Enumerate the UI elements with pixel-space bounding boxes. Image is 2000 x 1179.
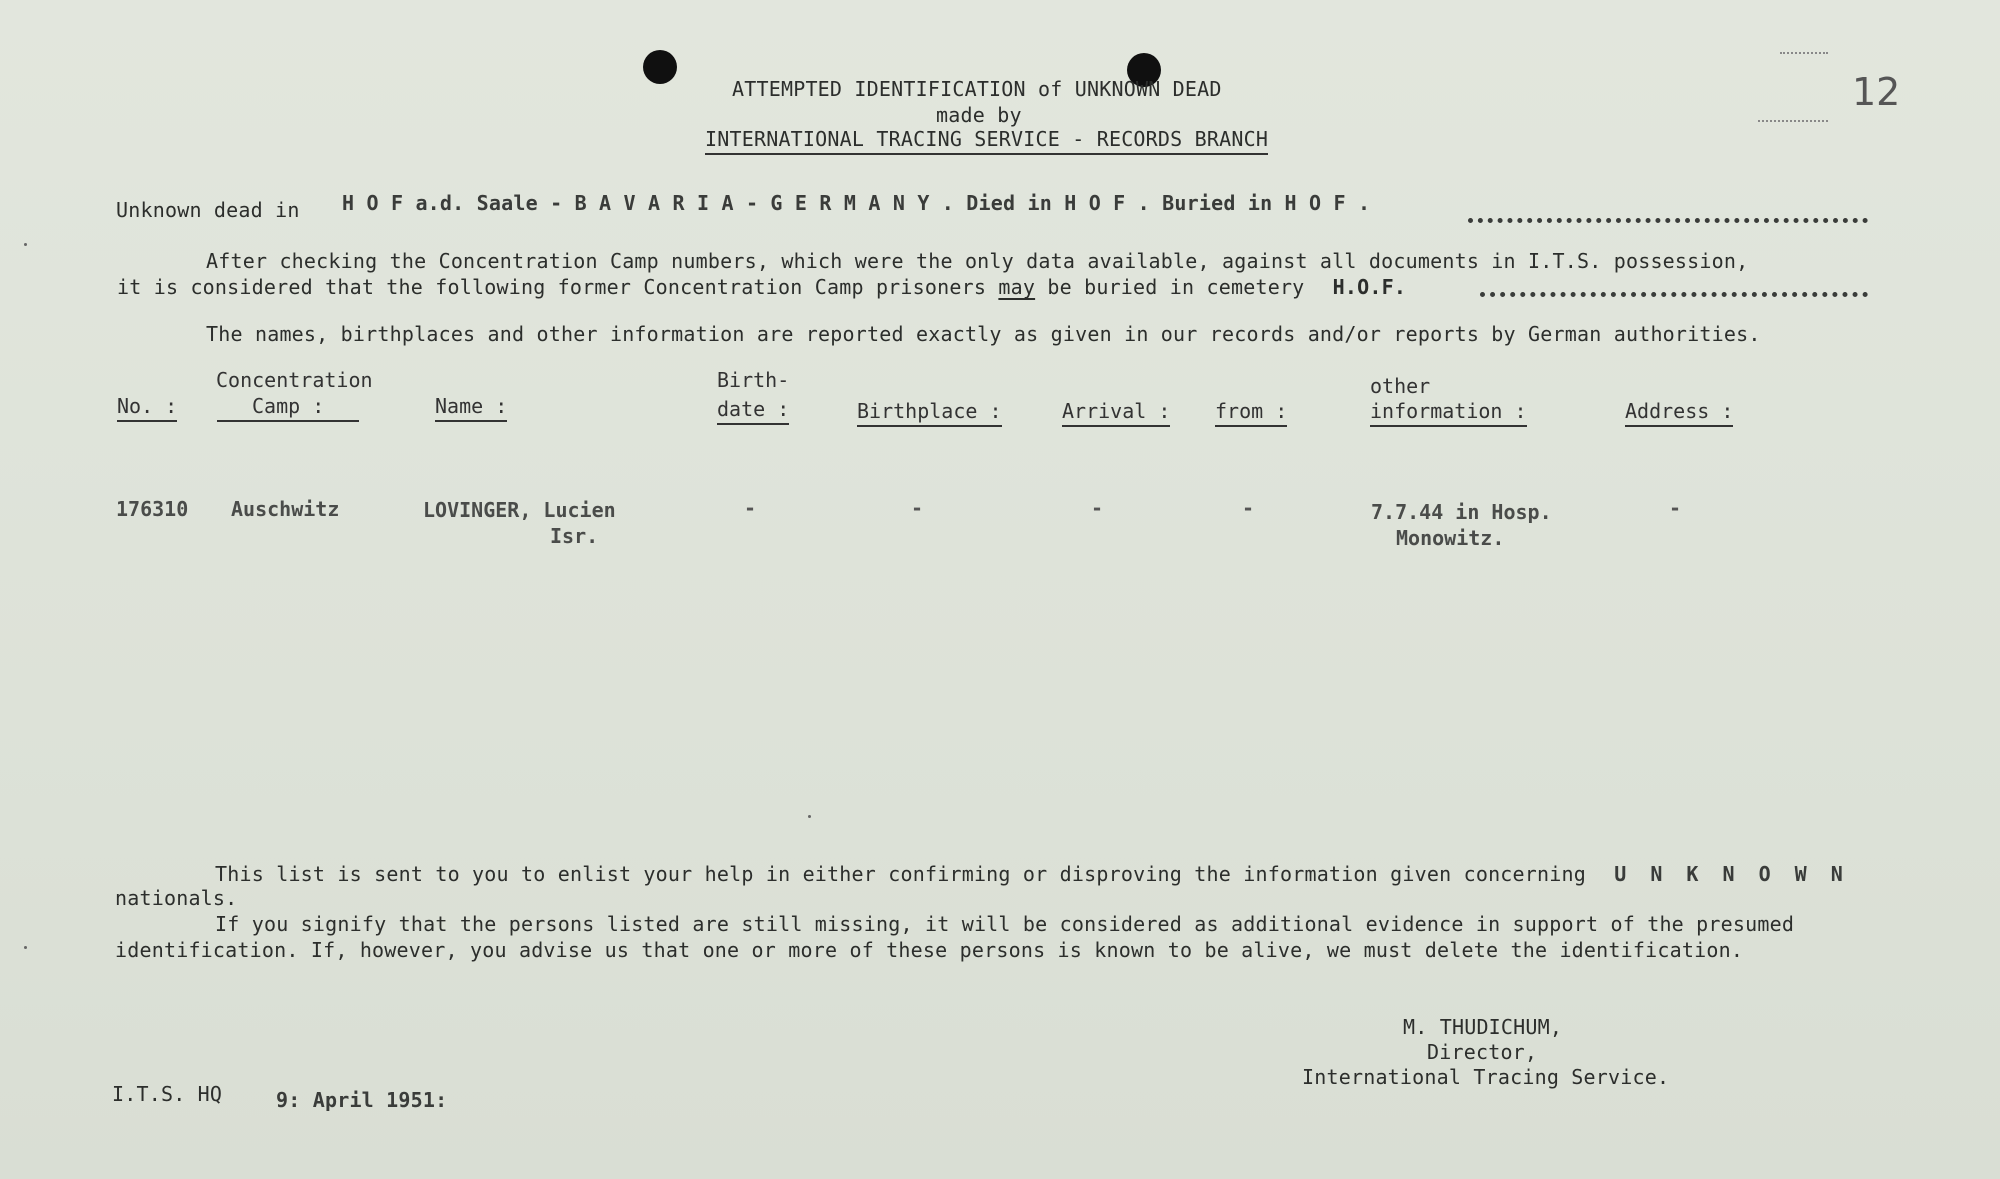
row-no: 176310 (116, 497, 189, 521)
header-birthdate-text: date : (717, 397, 789, 425)
row-address: - (1669, 496, 1682, 520)
header-name-text: Name : (435, 394, 507, 422)
punch-hole-left (643, 50, 677, 84)
header-camp-text: Camp : (217, 394, 359, 422)
row-arrival: - (1091, 496, 1104, 520)
para1-cemetery: H.O.F. (1332, 275, 1407, 299)
corner-dots-top (1780, 52, 1828, 54)
unknown-dead-place: H O F a.d. Saale - B A V A R I A - G E R M A N Y . Died in H O F . Buried in H O F . (342, 191, 1371, 215)
header-birthplace (857, 399, 1002, 423)
header-camp-top: Concentration (216, 368, 373, 392)
title-line-2: made by (936, 103, 1022, 127)
header-address-text: Address : (1625, 399, 1733, 427)
row-birthdate: - (744, 496, 757, 520)
header-birthdate (717, 397, 789, 421)
footer-date: 9: April 1951: (276, 1088, 448, 1112)
header-other (1370, 399, 1527, 423)
para2: The names, birthplaces and other information are reported exactly as given in our records and/or reports by German authorities. (206, 322, 1761, 346)
page-number: 12 (1852, 70, 1901, 114)
title-line-3: INTERNATIONAL TRACING SERVICE - RECORDS BRANCH (705, 127, 1268, 155)
row-from: - (1242, 496, 1255, 520)
closing-nationality: U N K N O W N (1614, 862, 1849, 886)
header-camp (217, 394, 359, 418)
header-other-top: other (1370, 374, 1431, 398)
closing-p1-line-2: nationals. (115, 886, 238, 910)
dotted-fill-2 (1480, 292, 1868, 297)
header-no-text: No. : (117, 394, 177, 422)
speck-1 (808, 815, 811, 818)
speck-3 (24, 243, 27, 246)
signature-org: International Tracing Service. (1302, 1065, 1670, 1089)
para1-may: may (998, 275, 1036, 299)
closing-p2-line-1: If you signify that the persons listed are still missing, it will be considered as additional evidence in support of the presumed (215, 912, 1795, 936)
dotted-fill-1 (1468, 218, 1868, 223)
header-from (1215, 399, 1287, 423)
footer-origin: I.T.S. HQ (112, 1082, 223, 1106)
header-no (117, 394, 177, 418)
row-name-line-1: LOVINGER, Lucien (423, 498, 616, 522)
speck-2 (24, 946, 27, 949)
para1-line-2-pre: it is considered that the following former Concentration Camp prisoners (117, 275, 987, 299)
para1-line-2 (117, 275, 1406, 299)
header-birthdate-top: Birth- (717, 368, 790, 392)
para1-line-2-post: be buried in cemetery (1047, 275, 1305, 299)
header-address (1625, 399, 1733, 423)
signature-title: Director, (1427, 1040, 1538, 1064)
header-name (435, 394, 507, 418)
row-other-line-2: Monowitz. (1396, 526, 1505, 550)
closing-p1-line-1 (215, 862, 1849, 886)
header-arrival-text: Arrival : (1062, 399, 1170, 427)
title-line-1: ATTEMPTED IDENTIFICATION of UNKNOWN DEAD (732, 77, 1222, 101)
row-birthplace: - (911, 496, 924, 520)
closing-p1-text: This list is sent to you to enlist your help in either confirming or disproving the information given concerning (215, 862, 1586, 886)
row-other-line-1: 7.7.44 in Hosp. (1371, 500, 1552, 524)
closing-p2-line-2: identification. If, however, you advise us that one or more of these persons is known to be alive, we must delete the identification. (115, 938, 1744, 962)
row-name-line-2: Isr. (550, 524, 599, 548)
para1-line-1: After checking the Concentration Camp numbers, which were the only data available, against all documents in I.T.S. possession, (206, 249, 1749, 273)
signature-name: M. THUDICHUM, (1403, 1015, 1563, 1039)
corner-dots-bottom (1758, 120, 1828, 122)
header-from-text: from : (1215, 399, 1287, 427)
header-arrival (1062, 399, 1170, 423)
row-camp: Auschwitz (231, 497, 340, 521)
unknown-dead-label: Unknown dead in (116, 198, 300, 222)
header-other-text: information : (1370, 399, 1527, 427)
header-birthplace-text: Birthplace : (857, 399, 1002, 427)
